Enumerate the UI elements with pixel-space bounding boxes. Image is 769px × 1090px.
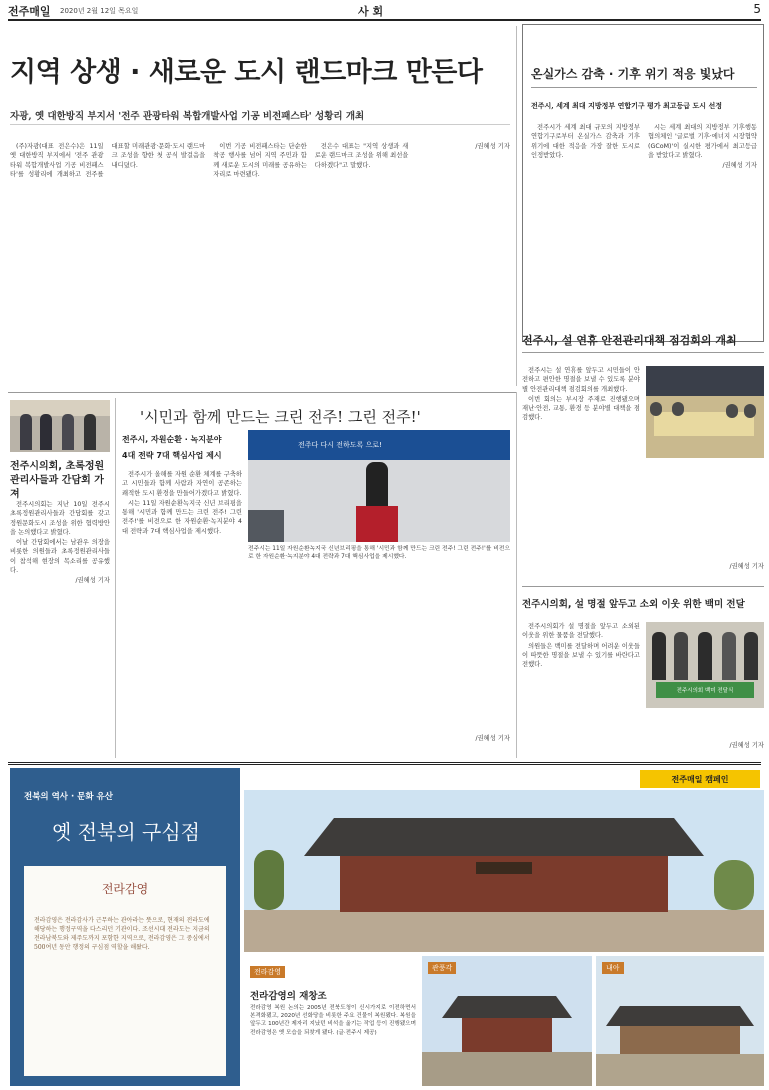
safety-rule: [522, 352, 764, 353]
briefing-banner: [248, 430, 510, 460]
campaign-intro: 전라감영은 전라감사가 근무하는 관아라는 뜻으로, 현재의 전라도에 해당하는 행정구역을 다스리던 기관이다. 조선시대 전라도는 지금의 전라남북도와 제주도까지 포함한 지역으로, 전라감영은 그 중심에서 500여년 동안 행정의 구심점 역할을 해왔다.: [34, 917, 210, 951]
restore-text: 전라감영 복원 논의는 2005년 전북도청이 신시가지로 이전하면서 본격화됐고, 2020년 선화당을 비롯한 주요 건물이 복원됐다. 복원을 앞두고 100년간 제자리 지났던 비석을 옮기는 작업 등이 진행됐으며 전라감영은 옛 모습을 되찾게 됐다. (글·전주시 제공): [250, 1005, 416, 1036]
campaign-title: 옛 전북의 구심점: [52, 820, 200, 844]
climate-rule: [531, 87, 757, 88]
lead-headline: 지역 상생 · 새로운 도시 랜드마크 만든다: [10, 57, 483, 88]
council-body: [10, 500, 110, 750]
paragraph: 이번 기공 비전패스타는 단순한 착공 행사를 넘어 지역 주민과 함께 새로운 도시의 미래를 공유하는 자리로 마련됐다.: [213, 143, 307, 178]
clean-city-subhead-1: 전주시, 자원순환 · 녹지분야: [122, 435, 222, 444]
lead-body: [10, 142, 510, 367]
safety-body-left: [522, 366, 640, 581]
rice-body: [522, 622, 640, 750]
banner-text: 전주다 다시 전하도록 으로!: [298, 441, 382, 449]
paragraph: 전주시는 설 연휴를 앞두고 시민들이 안전하고 편안한 명절을 보낼 수 있도록 분야별 안전관리대책 점검회의를 개최했다.: [522, 367, 640, 393]
paragraph: 전주시의회가 설 명절을 앞두고 소외된 이웃을 위한 물품을 전달했다.: [522, 623, 640, 640]
gwanpungak-tag: 관풍각: [428, 962, 456, 974]
paragraph: 시는 세계 최대의 지방정부 기후행동 협의체인 '글로벌 기후·에너지 시장협약(GCoM)'이 실시한 평가에서 최고등급을 받았다고 밝혔다.: [648, 124, 757, 159]
council-headline: 전주시의회, 초록정원 관리사들과 간담회 가져: [10, 461, 105, 500]
naea-photo: [596, 956, 764, 1086]
clean-city-headline: '시민과 함께 만드는 크린 전주! 그린 전주!': [140, 408, 421, 426]
paragraph: 이번 회의는 부시장 주재로 진행됐으며 재난·안전, 교통, 환경 등 분야별 대책을 점검했다.: [522, 395, 640, 422]
section-name: 사 회: [358, 5, 384, 18]
campaign-subject: 전라감영: [101, 882, 149, 896]
restore-title: 전라감영의 재창조: [250, 991, 327, 1002]
byline: /권혜성 기자: [475, 143, 510, 150]
issue-date: 2020년 2월 12일 목요일: [60, 7, 139, 15]
rice-donation-photo: [646, 622, 764, 708]
clean-city-briefing-photo: [248, 430, 510, 542]
campaign-panel: [10, 768, 240, 1086]
naea-tag: 내아: [602, 962, 624, 974]
paragraph: 의원들은 백미를 전달하며 어려운 이웃들이 따뜻한 명절을 보낼 수 있기를 바란다고 전했다.: [522, 642, 640, 669]
climate-headline: 온실가스 감축 · 기후 위기 적응 빛났다: [531, 67, 735, 81]
climate-body: [531, 123, 757, 335]
safety-headline: 전주시, 설 연휴 안전관리대책 점검회의 개최: [522, 334, 737, 347]
campaign-label: 전주매일 캠페인: [640, 770, 760, 788]
paragraph: 시는 11일 자원순환녹지국 신년 브리핑을 통해 '시민과 함께 만드는 크린 전주! 그린 전주!'를 비전으로 한 자원순환·녹지분야 4대 전략과 7대 핵심사업을 제시했다.: [122, 499, 242, 535]
clean-city-body: [122, 470, 242, 750]
safety-meeting-photo: [646, 366, 764, 458]
paragraph: 전주시가 올해를 자원 순환 체계를 구축하고 시민들과 함께 사람과 자연이 공존하는 쾌적한 도시 환경을 만들어가겠다고 밝혔다.: [122, 471, 242, 497]
byline: /권혜성 기자: [475, 735, 510, 742]
clean-city-caption: 전주시는 11일 자원순환녹지국 신년브리핑을 통해 '시민과 함께 만드는 크린 전주! 그린 전주!'를 비전으로 한 자원순환·녹지분야 4대 전략과 7대 핵심사업을 제시했다.: [248, 546, 510, 560]
paragraph: 전은수 대표는 "지역 상생과 새로운 랜드마크 조성을 위해 최선을 다하겠다"고 말했다.: [314, 143, 409, 169]
byline: /권혜성 기자: [722, 162, 757, 170]
paragraph: (주)자광(대표 전은수)은 11일 옛 대한방직 부지에서 '전주 관광타워 복합개발사업 기공 비전패스타'를 성황리에 개최하고 전주를 대표할 미래관광·문화·도시 랜드마크 조성을 향한 첫 공식 발걸음을 내디뎠다.: [10, 143, 206, 178]
byline: /권혜성 기자: [729, 563, 764, 570]
clean-city-subhead-2: 4대 전략 7대 핵심사업 제시: [122, 451, 222, 460]
section-rule: [8, 392, 516, 393]
rice-headline: 전주시의회, 설 명절 앞두고 소외 이웃 위한 백미 전달: [522, 599, 745, 610]
climate-article-box: [522, 24, 764, 342]
gamyeong-tag: 전라감영: [250, 966, 285, 978]
rice-byline: /권혜성 기자: [729, 742, 764, 749]
rice-banner: 전주시의회 백미 전달식: [656, 682, 754, 698]
byline: /권혜성 기자: [75, 577, 110, 585]
paragraph: 전주시가 세계 최대 규모의 지방정부 연합기구로부터 온실가스 감축과 기후 위기에 대한 적응을 가장 잘한 도시로 인정받았다.: [531, 124, 640, 159]
paragraph: 이날 간담회에서는 남관우 의장을 비롯한 의원들과 초록정원관리사들이 참석해 현장의 목소리를 공유했다.: [10, 539, 110, 575]
council-meeting-photo: [10, 400, 110, 452]
campaign-inner-card: [24, 866, 226, 1076]
jeolla-gamyeong-photo: [244, 790, 764, 952]
rice-top-rule: [522, 586, 764, 587]
gwanpungak-photo: [422, 956, 592, 1086]
lead-subhead: 자광, 옛 대한방직 부지서 '전주 관광타워 복합개발사업 기공 비전패스타' 성황리 개최: [10, 111, 365, 122]
page-number: 5: [753, 2, 761, 16]
campaign-section-label: 전북의 역사 · 문화 유산: [24, 792, 113, 802]
masthead: [8, 2, 761, 20]
lead-divider: [10, 124, 510, 125]
paragraph: 전주시의회는 지난 10일 전주시 초록정원관리사들과 간담회를 갖고 정원문화도시 조성을 위한 협력방안을 논의했다고 밝혔다.: [10, 501, 110, 536]
column-divider: [516, 26, 517, 386]
paper-name: 전주매일: [8, 5, 51, 18]
safety-body-right: [646, 466, 764, 581]
masthead-rule: [8, 19, 761, 21]
column-divider: [516, 392, 517, 758]
climate-subhead: 전주시, 세계 최대 지방정부 연합기구 평가 최고등급 도시 선정: [531, 101, 722, 110]
podium: [356, 506, 398, 542]
clean-city-body-lower: [248, 578, 510, 750]
campaign-rule: [8, 762, 761, 765]
column-divider: [115, 398, 116, 758]
